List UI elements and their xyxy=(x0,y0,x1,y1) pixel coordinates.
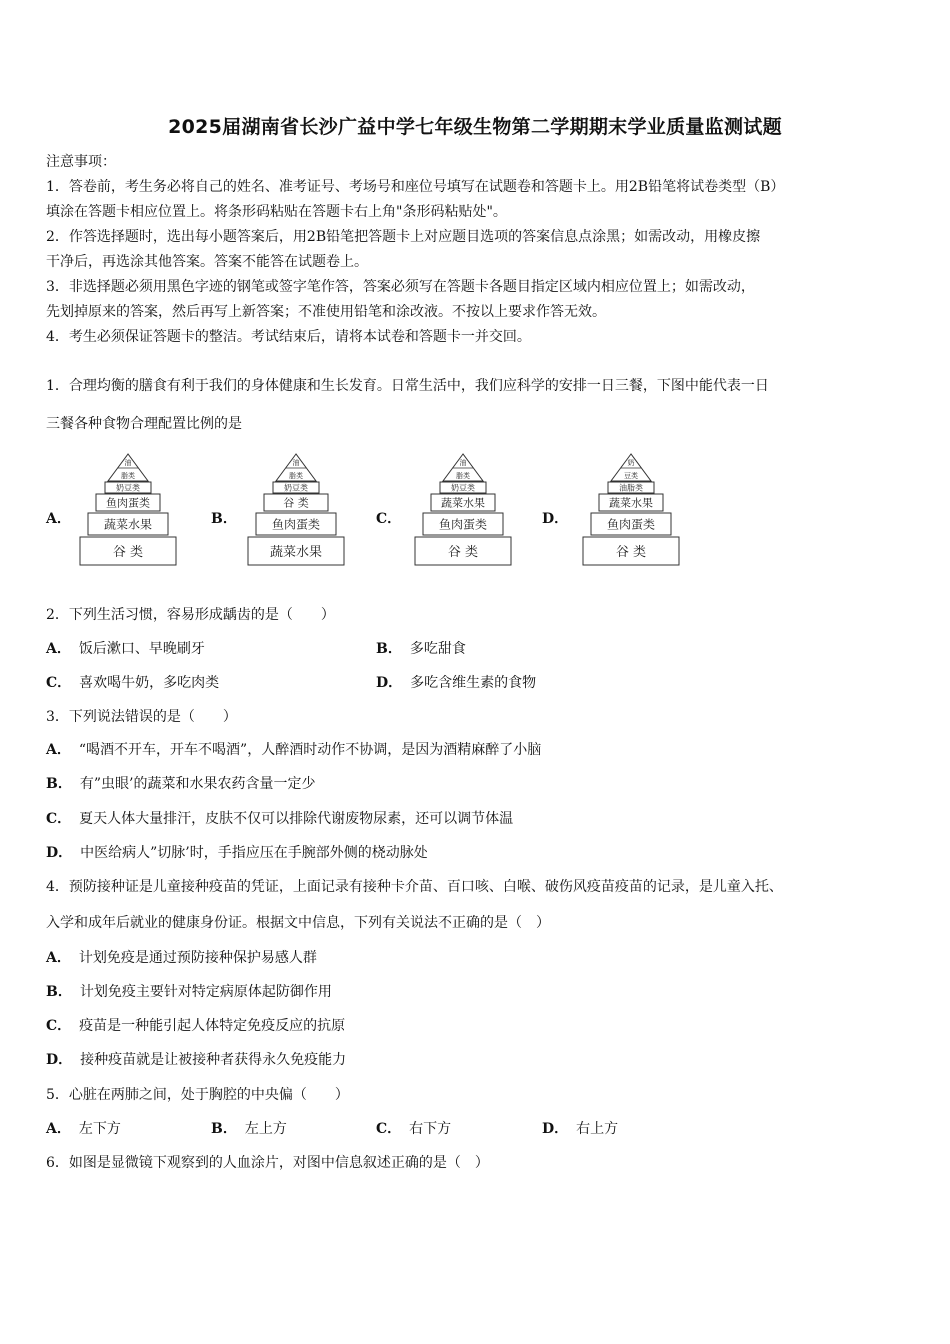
pyramid-layer-label: 奶 xyxy=(627,459,635,467)
q4-option-b: B． 计划免疫主要针对特定病原体起防御作用 xyxy=(46,984,332,1000)
pyramid-layer-label: 奶豆类 xyxy=(284,483,308,493)
q1-stem: 1．合理均衡的膳食有利于我们的身体健康和生长发育。日常生活中，我们应科学的安排一日三餐，下图中能代表一日 xyxy=(46,378,769,394)
q2-option-d: D． 多吃含维生素的食物 xyxy=(376,675,537,691)
notice-line: 先划掉原来的答案，然后再写上新答案；不准使用铅笔和涂改液。不按以上要求作答无效。 xyxy=(46,304,606,320)
pyramid-layer-label: 脂类 xyxy=(289,472,303,480)
q4-stem: 入学和成年后就业的健康身份证。根据文中信息，下列有关说法不正确的是（ ） xyxy=(46,915,550,931)
notice-line: 干净后，再选涂其他答案。答案不能答在试题卷上。 xyxy=(46,254,368,270)
pyramid-layer-label: 鱼肉蛋类 xyxy=(438,517,488,532)
pyramid-layer-label: 谷 类 xyxy=(283,496,309,510)
pyramid-layer-label: 脂类 xyxy=(121,472,135,480)
pyramid-layer-label: 奶豆类 xyxy=(451,483,475,493)
pyramid-layer-label: 油 xyxy=(459,459,467,467)
food-pyramid-b xyxy=(246,452,346,572)
pyramid-layer-label: 鱼肉蛋类 xyxy=(606,517,656,532)
q3-option-b: B． 有”虫眼’的蔬菜和水果农药含量一定少 xyxy=(46,776,316,792)
q1-option-d-letter: D． xyxy=(542,511,569,527)
exam-title: 2025届湖南省长沙广益中学七年级生物第二学期期末学业质量监测试题 xyxy=(168,116,782,138)
pyramid-layer-label: 油脂类 xyxy=(619,483,643,493)
q4-option-a: A． 计划免疫是通过预防接种保护易感人群 xyxy=(46,950,317,966)
pyramid-layer-label: 蔬菜水果 xyxy=(609,496,653,510)
notice-heading: 注意事项： xyxy=(46,154,116,170)
q1-option-a-letter: A． xyxy=(46,511,71,527)
pyramid-layer-label: 油 xyxy=(292,459,300,467)
pyramid-layer-label: 油 xyxy=(124,459,132,467)
pyramid-layer-label: 豆类 xyxy=(624,472,638,480)
q5-option-b: B． 左上方 xyxy=(211,1121,287,1137)
notice-line: 填涂在答题卡相应位置上。将条形码粘贴在答题卡右上角"条形码粘贴处"。 xyxy=(46,204,507,220)
pyramid-layer-label: 蔬菜水果 xyxy=(269,544,323,560)
q4-option-d: D． 接种疫苗就是让被接种者获得永久免疫能力 xyxy=(46,1052,347,1068)
q4-stem: 4．预防接种证是儿童接种疫苗的凭证，上面记录有接种卡介苗、百口咳、白喉、破伤风疫苗疫苗的记录，是儿童入托、 xyxy=(46,879,783,895)
q1-option-c-letter: C． xyxy=(376,511,402,527)
pyramid-layer-label: 蔬菜水果 xyxy=(103,517,153,532)
food-pyramid-c xyxy=(413,452,513,572)
food-pyramid-d xyxy=(581,452,681,572)
notice-line: 1．答卷前，考生务必将自己的姓名、准考证号、考场号和座位号填写在试题卷和答题卡上。用2B铅笔将试卷类型（B） xyxy=(46,179,785,195)
pyramid-layer-label: 鱼肉蛋类 xyxy=(106,496,150,510)
q1-stem: 三餐各种食物合理配置比例的是 xyxy=(46,416,242,432)
pyramid-layer-label: 鱼肉蛋类 xyxy=(271,517,321,532)
pyramid-layer-label: 脂类 xyxy=(456,472,470,480)
q2-option-c: C． 喜欢喝牛奶，多吃肉类 xyxy=(46,675,220,691)
q2-stem: 2．下列生活习惯，容易形成龋齿的是（ ） xyxy=(46,607,335,623)
q5-stem: 5．心脏在两肺之间，处于胸腔的中央偏（ ） xyxy=(46,1087,349,1103)
q2-option-b: B． 多吃甜食 xyxy=(376,641,466,657)
notice-line: 4．考生必须保证答题卡的整洁。考试结束后，请将本试卷和答题卡一并交回。 xyxy=(46,329,531,345)
q5-option-c: C． 右下方 xyxy=(376,1121,452,1137)
q1-option-b-letter: B． xyxy=(211,511,237,527)
q6-stem: 6．如图是显微镜下观察到的人血涂片，对图中信息叙述正确的是（ ） xyxy=(46,1155,489,1171)
q5-option-a: A． 左下方 xyxy=(46,1121,121,1137)
q3-option-d: D． 中医给病人”切脉’时，手指应压在手腕部外侧的桡动脉处 xyxy=(46,845,428,861)
notice-line: 3．非选择题必须用黑色字迹的钢笔或签字笔作答，答案必须写在答题卡各题目指定区域内相应位置上；如需改动， xyxy=(46,279,755,295)
q4-option-c: C． 疫苗是一种能引起人体特定免疫反应的抗原 xyxy=(46,1018,346,1034)
q3-option-c: C． 夏天人体大量排汗，皮肤不仅可以排除代谢废物尿素，还可以调节体温 xyxy=(46,811,514,827)
pyramid-layer-label: 谷 类 xyxy=(112,544,144,560)
pyramid-layer-label: 谷 类 xyxy=(447,544,479,560)
pyramid-layer-label: 奶豆类 xyxy=(116,483,140,493)
q5-option-d: D． 右上方 xyxy=(542,1121,619,1137)
pyramid-layer-label: 蔬菜水果 xyxy=(441,496,485,510)
pyramid-layer-label: 谷 类 xyxy=(615,544,647,560)
q3-stem: 3．下列说法错误的是（ ） xyxy=(46,709,237,725)
food-pyramid-a xyxy=(78,452,178,572)
q2-option-a: A． 饭后漱口、早晚刷牙 xyxy=(46,641,205,657)
notice-line: 2．作答选择题时，选出每小题答案后，用2B铅笔把答题卡上对应题目选项的答案信息点涂黑；如需改动，用橡皮擦 xyxy=(46,229,761,245)
q3-option-a: A． “喝酒不开车，开车不喝酒”，人醉酒时动作不协调，是因为酒精麻醉了小脑 xyxy=(46,742,542,758)
